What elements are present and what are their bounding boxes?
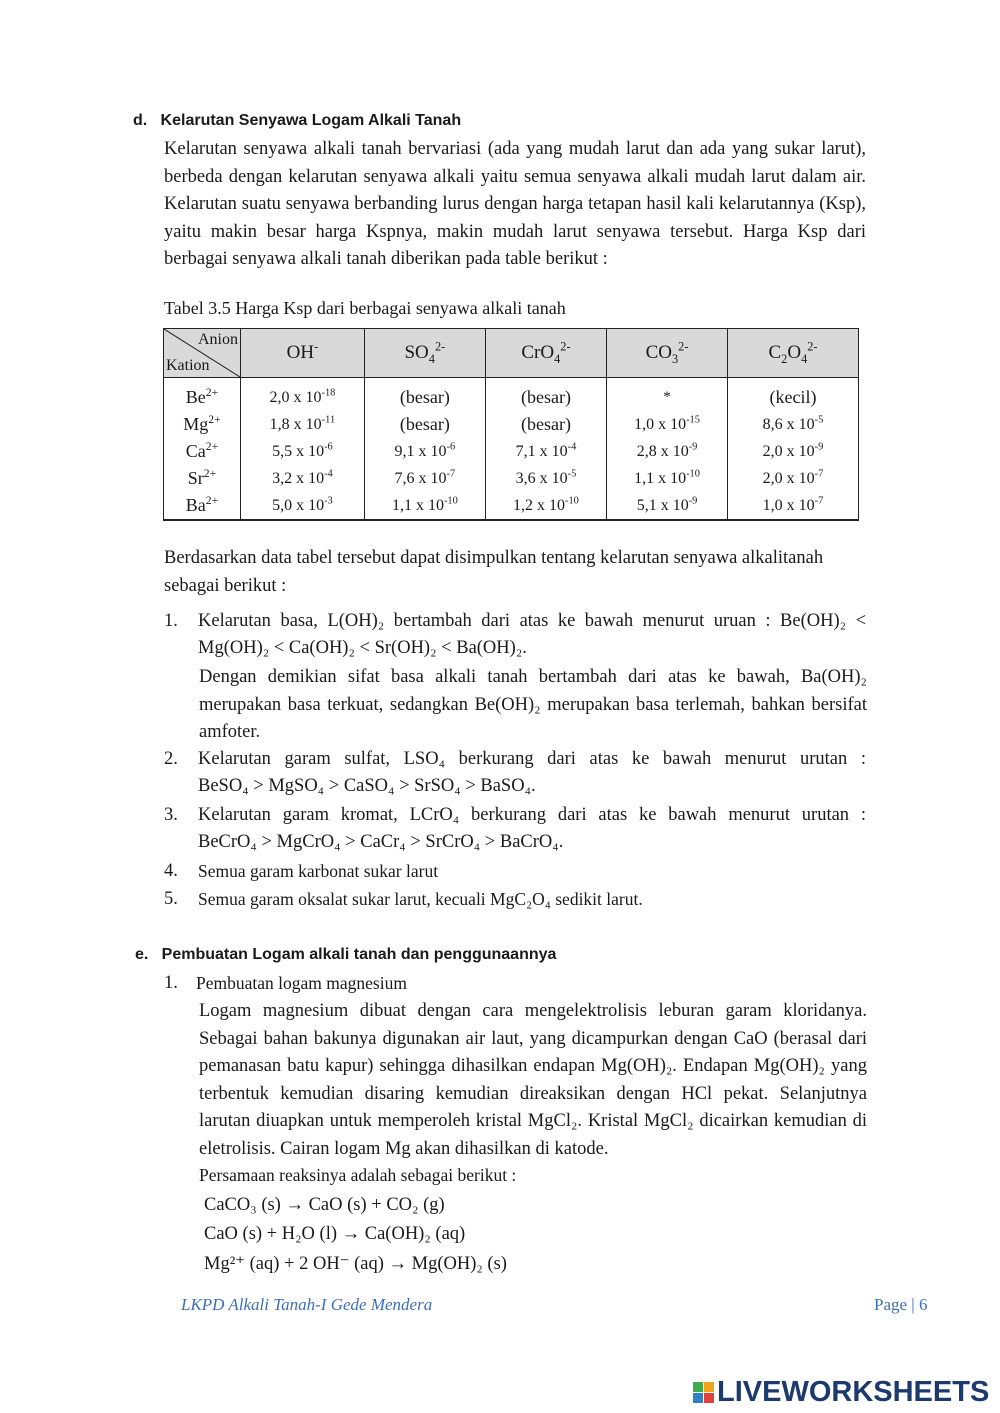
ksp-cell: 7,1 x $10^{-4}$ [485,438,606,465]
cation-cell: $Ca^{2+}$ [164,438,241,465]
ksp-cell: 8,6 x $10^{-5}$ [728,411,859,438]
item-2-number: 2. [164,749,178,769]
sub-section-number: 1. [164,973,178,993]
header-c2o4: $C_2O_4^{2-}$ [728,329,859,378]
cation-cell: $Sr^{2+}$ [164,465,241,492]
header-formula: OH [286,342,315,363]
item-3-line1: Kelarutan garam kromat, LCrO₄ berkurang dari atas ke bawah menurut urutan : [198,805,866,825]
header-formula: SO [404,342,429,363]
cation-cell: $Ba^{2+}$ [164,492,241,520]
item-2-line1: Kelarutan garam sulfat, LSO₄ berkurang dari atas ke bawah menurut urutan : [198,749,866,769]
item-1-paragraph: Dengan demikian sifat basa alkali tanah bertambah dari atas ke bawah, Ba(OH)₂ merupakan basa terkuat, sedangkan Be(OH)₂ merupakan basa terlemah, bahkan bersifat amfoter. [199,667,867,742]
section-d-heading: d. Kelarutan Senyawa Logam Alkali Tanah [133,112,462,129]
table-row [164,492,859,520]
table-row [164,438,859,465]
ksp-cell: 7,6 x $10^{-7}$ [364,465,485,492]
item-4-number: 4. [164,861,178,881]
header-so4: $SO_4^{2-}$ [364,329,485,378]
table-caption: Tabel 3.5 Harga Ksp dari berbagai senyawa alkali tanah [164,298,566,318]
header-formula: CO [645,342,672,363]
ksp-cell: 1,1 x $10^{-10}$ [364,492,485,520]
header-formula: C [768,342,782,363]
ksp-cell: (besar) [485,378,606,412]
ksp-cell: 1,0 x $10^{-7}$ [728,492,859,520]
item-5-text: Semua garam oksalat sukar larut, kecuali MgC₂O₄ sedikit larut. [198,889,643,909]
ksp-cell: (besar) [364,378,485,412]
item-3-number: 3. [164,805,178,825]
section-d-paragraph: Kelarutan senyawa alkali tanah bervariasi (ada yang mudah larut dan ada yang sukar larut), berbeda dengan kelarutan senyawa alkali yaitu semua senyawa alkali mudah larut dalam air. Kelarutan suatu senyawa berbanding lurus dengan harga tetapan hasil kali kelarutannya (Ksp), yaitu makin besar harga Kspnya, makin mudah larut senyawa tersebut. Harga Ksp dari berbagai senyawa alkali tanah diberikan pada table berikut : [164,139,866,269]
ksp-cell: (besar) [485,411,606,438]
ksp-cell: 2,8 x $10^{-9}$ [607,438,728,465]
ksp-cell: 1,1 x $10^{-10}$ [607,465,728,492]
ksp-cell: 5,1 x $10^{-9}$ [607,492,728,520]
item-4-text: Semua garam karbonat sukar larut [198,861,439,881]
ksp-cell: (kecil) [728,378,859,412]
section-e-heading: e. Pembuatan Logam alkali tanah dan penggunaannya [135,946,557,963]
header-cro4: CrO$_4^{2-}$ [485,329,606,378]
item-1-number: 1. [164,611,178,631]
footer-page-number: Page | 6 [874,1295,928,1314]
ksp-cell: 3,2 x $10^{-4}$ [241,465,365,492]
ksp-cell: 2,0 x $10^{-7}$ [728,465,859,492]
sub-section-title: Pembuatan logam magnesium [196,973,407,993]
liveworksheets-logo-icon [693,1382,715,1404]
table-body [164,378,859,521]
ksp-cell: 3,6 x $10^{-5}$ [485,465,606,492]
ksp-cell: 1,2 x $10^{-10}$ [485,492,606,520]
conclusion-intro: Berdasarkan data tabel tersebut dapat disimpulkan tentang kelarutan senyawa alkalitanah sebagai berikut : [164,548,824,596]
item-1-line2: Mg(OH)₂ < Ca(OH)₂ < Sr(OH)₂ < Ba(OH)₂. [198,638,527,658]
header-oh: OH- [241,329,365,378]
header-co3: $CO_3^{2-}$ [607,329,728,378]
table-header-row [164,329,859,378]
table-row [164,378,859,412]
reaction-intro: Persamaan reaksinya adalah sebagai berikut : [199,1165,517,1185]
table-row [164,411,859,438]
item-5-number: 5. [164,889,178,909]
footer-document-title: LKPD Alkali Tanah-I Gede Mendera [181,1295,433,1314]
ksp-cell: 5,0 x $10^{-3}$ [241,492,365,520]
item-1-line1: Kelarutan basa, L(OH)₂ bertambah dari atas ke bawah menurut uruan : Be(OH)₂ < [198,611,866,631]
ksp-cell: 9,1 x $10^{-6}$ [364,438,485,465]
section-e-paragraph: Logam magnesium dibuat dengan cara mengelektrolisis leburan garam kloridanya. Sebagai bahan bakunya digunakan air laut, yang dicampurkan dengan CaO (berasal dari pemanasan batu kapur) sehingga dihasilkan endapan Mg(OH)₂. Endapan Mg(OH)₂ yang terbentuk kemudian disaring kemudian direaksikan dengan HCl pekat. Selanjutnya larutan diuapkan untuk memperoleh kristal MgCl₂. Kristal MgCl₂ dicairkan kemudian di eletrolisis. Cairan logam Mg akan dihasilkan di katode. [199,1001,867,1159]
cation-cell: $Mg^{2+}$ [164,411,241,438]
item-3-line2: BeCrO₄ > MgCrO₄ > CaCr₄ > SrCrO₄ > BaCrO₄. [198,832,564,852]
equation-3: Mg²⁺ (aq) + 2 OH⁻ (aq) → Mg(OH)₂ (s) [204,1254,507,1274]
ksp-cell: 5,5 x $10^{-6}$ [241,438,365,465]
ksp-cell: 2,0 x $10^{-9}$ [728,438,859,465]
equation-2: CaO (s) + H₂O (l) → Ca(OH)₂ (aq) [204,1224,466,1244]
table-row [164,465,859,492]
ksp-cell: (besar) [364,411,485,438]
liveworksheets-logo-text: LIVEWORKSHEETS [717,1376,990,1408]
table-corner-cell [164,329,241,378]
ksp-table [163,328,859,521]
header-formula: CrO [521,342,555,363]
ksp-cell: * [607,378,728,412]
cation-cell: $Be^{2+}$ [164,378,241,412]
ksp-cell: 1,8 x $10^{-11}$ [241,411,365,438]
equation-1: CaCO₃ (s) → CaO (s) + CO₂ (g) [204,1195,445,1215]
ksp-cell: 1,0 x $10^{-15}$ [607,411,728,438]
liveworksheets-logo [693,1376,989,1409]
corner-anion-label: Anion [198,331,238,348]
item-2-line2: BeSO₄ > MgSO₄ > CaSO₄ > SrSO₄ > BaSO₄. [198,776,536,796]
ksp-cell: 2,0 x $10^{-18}$ [241,378,365,412]
corner-kation-label: Kation [166,357,210,374]
